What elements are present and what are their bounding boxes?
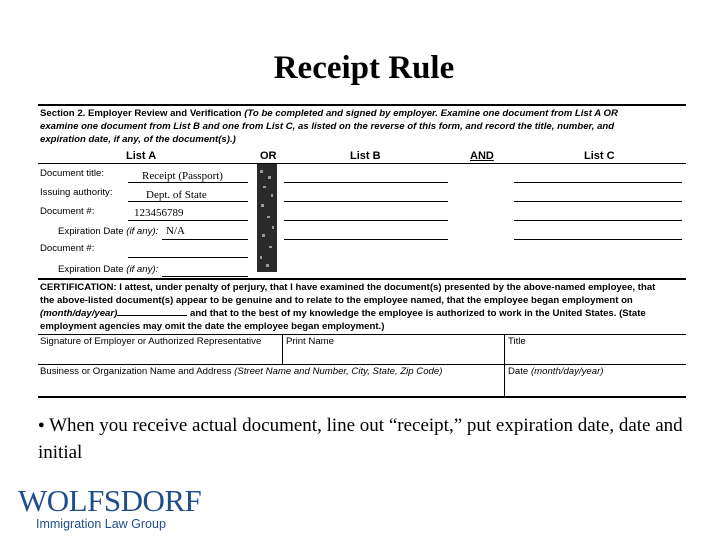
certification-text-1: I attest, under penalty of perjury, that I have examined the document(s) presented by the above-named employee, that: [116, 282, 656, 293]
list-b-line-4: [284, 239, 448, 240]
section-intro-2: examine one document from List B and one from List C, as listed on the reverse of this form, and record the title, number, and: [40, 121, 615, 132]
signature-label: Signature of Employer or Authorized Representative: [40, 336, 262, 347]
certification-text-3: and that to the best of my knowledge the employee is authorized to work in the United States. (State: [187, 308, 646, 319]
business-label: Business or Organization Name and Address: [40, 366, 235, 377]
list-b-line-2: [284, 201, 448, 202]
and-header: AND: [470, 150, 494, 162]
logo-subtitle: Immigration Law Group: [36, 517, 166, 531]
title-label: Title: [508, 336, 526, 347]
entry-document-number: 123456789: [134, 207, 184, 219]
label-expiration-date-1: Expiration Date: [58, 226, 127, 237]
i9-section2-form: [38, 104, 686, 404]
label-document-title: Document title:: [40, 168, 104, 179]
bullet-point: [38, 412, 698, 466]
bullet-dot-icon: ●: [38, 419, 45, 431]
logo-name: WOLFSDORF: [18, 483, 202, 518]
list-c-line-4: [514, 239, 682, 240]
form-bottom-rule: [38, 396, 686, 398]
list-b-line-1: [284, 182, 448, 183]
entry-expiration-date: N/A: [166, 225, 185, 237]
date-label: Date: [508, 366, 531, 377]
label-document-number-1: Document #:: [40, 206, 95, 217]
header-underline: [38, 163, 686, 164]
date-label-detail: (month/day/year): [530, 366, 604, 377]
certification-text-4: employment agencies may omit the date the employee began employment.): [40, 321, 385, 332]
label-if-any-2: (if any):: [126, 264, 159, 275]
label-expiration-date-2: Expiration Date: [58, 264, 127, 275]
section-intro-1: (To be completed and signed by employer. Examine one document from List A OR: [244, 108, 618, 119]
entry-issuing-authority: Dept. of State: [146, 189, 207, 201]
certification-month-day-year: (month/day/year): [40, 308, 118, 319]
section-intro-3: expiration date, if any, of the document(s).): [40, 134, 236, 145]
or-header: OR: [260, 150, 277, 162]
list-a-header: List A: [126, 150, 157, 162]
certification-label: CERTIFICATION:: [40, 282, 117, 293]
list-c-line-2: [514, 201, 682, 202]
signature-divider: [282, 334, 283, 364]
list-a-line-1: [128, 182, 248, 183]
list-c-line-3: [514, 220, 682, 221]
business-label-detail: (Street Name and Number, City, State, Zip Code): [234, 366, 443, 377]
form-top-rule: [38, 104, 686, 106]
certification-text-2: the above-listed document(s) appear to be genuine and to relate to the employee named, that the employee began employment on: [40, 295, 633, 306]
certification-rule: [38, 278, 686, 280]
list-a-line-2: [128, 201, 248, 202]
wolfsdorf-logo: [18, 483, 202, 532]
label-if-any-1: (if any):: [126, 226, 159, 237]
bullet-text: When you receive actual document, line out “receipt,” put expiration date, date and initial: [38, 415, 683, 463]
list-c-header: List C: [584, 150, 615, 162]
list-a-line-4: [162, 239, 248, 240]
signature-top-rule: [38, 334, 686, 335]
title-divider: [504, 334, 505, 396]
print-name-label: Print Name: [286, 336, 334, 347]
entry-document-title: Receipt (Passport): [142, 170, 223, 182]
section-title: Section 2. Employer Review and Verification: [40, 108, 242, 119]
list-b-line-3: [284, 220, 448, 221]
list-c-line-1: [514, 182, 682, 183]
label-document-number-2: Document #:: [40, 243, 95, 254]
list-a-line-6: [162, 276, 248, 277]
label-issuing-authority: Issuing authority:: [40, 187, 113, 198]
business-top-rule: [38, 364, 686, 365]
slide-title: Receipt Rule: [273, 50, 455, 86]
list-b-header: List B: [350, 150, 381, 162]
list-a-line-3: [128, 220, 248, 221]
or-divider-bar: [257, 164, 277, 272]
list-a-line-5: [128, 257, 248, 258]
